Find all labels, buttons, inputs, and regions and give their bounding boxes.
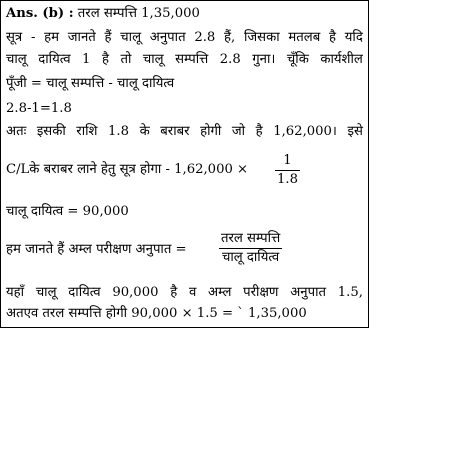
word: जो [231, 124, 246, 139]
calc-line: 2.8-1=1.8 [6, 101, 72, 116]
fraction-1-denominator: 1.8 [277, 172, 298, 187]
working-capital-line: पूँजी = चालू सम्पत्ति - चालू दायित्व [6, 76, 175, 91]
word: चालू [142, 52, 164, 67]
word: मतलब [288, 30, 321, 45]
word: गुना। [252, 52, 276, 67]
fraction-2 [219, 230, 282, 267]
word: व [188, 285, 197, 300]
word: सम्पत्ति [175, 52, 209, 67]
fraction-2-numerator: तरल सम्पत्ति [221, 231, 281, 246]
word: 1 [82, 52, 91, 67]
word: 1,62,000। [273, 124, 337, 139]
word: हम [44, 30, 60, 45]
word: 1.5, [337, 285, 363, 300]
word: यदि [344, 30, 363, 45]
word: तो [120, 52, 132, 67]
word: है [170, 285, 178, 300]
word: सूत्र [6, 30, 23, 45]
word: है [101, 52, 109, 67]
word: हैं, [224, 30, 236, 45]
word: 1.8 [108, 124, 130, 139]
ratio-line [6, 284, 363, 302]
word: इसे [347, 124, 363, 139]
amount-line [6, 123, 363, 141]
word: - [30, 30, 36, 45]
word: है [329, 30, 337, 45]
current-liability-line: चालू दायित्व = 90,000 [6, 204, 129, 219]
word: चालू [120, 30, 142, 45]
word: होगी [200, 124, 222, 139]
word: है [255, 124, 263, 139]
word: अनुपात [290, 285, 327, 300]
word: 2.8 [194, 30, 216, 45]
word: चालू [35, 285, 57, 300]
answer-line [6, 5, 363, 23]
word: बराबर [160, 124, 190, 139]
answer-text: तरल सम्पत्ति 1,35,000 [73, 6, 200, 21]
word: यहाँ [6, 285, 25, 300]
word: चालू [6, 52, 27, 67]
word: राशि [76, 124, 98, 139]
word: 2.8 [219, 52, 241, 67]
fraction-1 [275, 152, 300, 189]
answer-label: Ans. (b) : [6, 6, 74, 21]
word: अम्ल [208, 285, 232, 300]
formula-line-2 [6, 51, 363, 69]
word: के [139, 124, 150, 139]
word: 90,000 [112, 285, 159, 300]
word: दायित्व [38, 52, 71, 67]
word: अनुपात [149, 30, 186, 45]
word: परीक्षण [243, 285, 279, 300]
cl-formula-line: C/Lके बराबर लाने हेतु सूत्र होगा - 1,62,000 × [6, 162, 249, 177]
result-line: अतएव तरल सम्पत्ति होगी 90,000 × 1.5 = ` 1,35,000 [6, 306, 307, 321]
word: दायित्व [68, 285, 101, 300]
word: जानते [67, 30, 96, 45]
formula-line-1 [6, 29, 363, 47]
word: जिसका [243, 30, 280, 45]
word: इसकी [36, 124, 66, 139]
word: कार्यशील [320, 52, 363, 67]
word: हैं [104, 30, 112, 45]
fraction-2-denominator: चालू दायित्व [221, 250, 280, 265]
word: चूँकि [286, 52, 309, 67]
acid-test-line: हम जानते हैं अम्ल परीक्षण अनुपात = [6, 242, 187, 257]
fraction-1-numerator: 1 [283, 153, 292, 168]
word: अतः [6, 124, 27, 139]
